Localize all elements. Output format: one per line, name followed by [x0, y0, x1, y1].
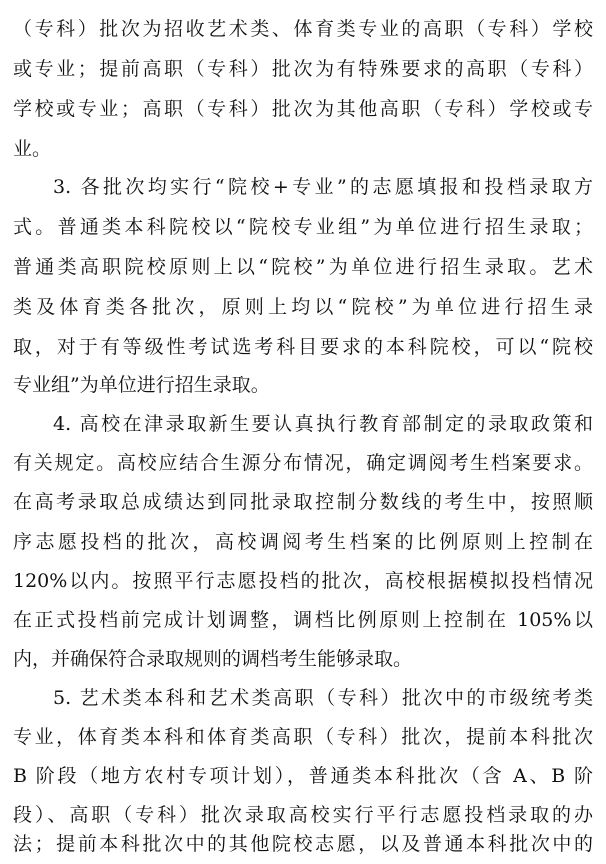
text-line: 120%以内。按照平行志愿投档的批次，高校根据模拟投档情况 — [13, 570, 593, 592]
text-line: 或专业；提前高职（专科）批次为有特殊要求的高职（专科） — [13, 58, 593, 80]
text-line: 有关规定。高校应结合生源分布情况，确定调阅考生档案要求。 — [13, 452, 593, 474]
text-line: 专业，体育类本科和体育类高职（专科）批次，提前本科批次 — [13, 726, 593, 748]
text-line: 在正式投档前完成计划调整，调档比例原则上控制在 105%以 — [13, 609, 593, 631]
text-line: 专业组”为单位进行招生录取。 — [13, 374, 270, 396]
paragraph-3-first-line: 3. 各批次均实行“院校+专业”的志愿填报和投档录取方 — [53, 176, 593, 198]
text-line: 业。 — [13, 138, 52, 160]
text-line: 序志愿投档的批次，高校调阅考生档案的比例原则上控制在 — [13, 531, 593, 553]
paragraph-4-first-line: 4. 高校在津录取新生要认真执行教育部制定的录取政策和 — [53, 413, 593, 435]
paragraph-5-first-line: 5. 艺术类本科和艺术类高职（专科）批次中的市级统考类 — [53, 687, 593, 709]
text-line: 段）、高职（专科）批次录取高校实行平行志愿投档录取的办 — [13, 804, 593, 826]
text-line: 普通类高职院校原则上以“院校”为单位进行招生录取。艺术 — [13, 256, 593, 278]
text-line: （专科）批次为招收艺术类、体育类专业的高职（专科）学校 — [13, 18, 593, 40]
text-line: 类及体育类各批次，原则上均以“院校”为单位进行招生录 — [13, 296, 593, 318]
text-line: 取，对于有等级性考试选考科目要求的本科院校，可以“院校 — [13, 336, 593, 358]
text-line: 法；提前本科批次中的其他院校志愿，以及普通本科批次中的 — [13, 833, 593, 855]
text-line: 式。普通类本科院校以“院校专业组”为单位进行招生录取； — [13, 216, 593, 238]
text-line: 学校或专业；高职（专科）批次为其他高职（专科）学校或专 — [13, 98, 593, 120]
text-line: 内，并确保符合录取规则的调档考生能够录取。 — [13, 648, 413, 670]
text-line: B 阶段（地方农村专项计划），普通类本科批次（含 A、B 阶 — [13, 765, 593, 787]
text-line: 在高考录取总成绩达到同批录取控制分数线的考生中，按照顺 — [13, 491, 593, 513]
